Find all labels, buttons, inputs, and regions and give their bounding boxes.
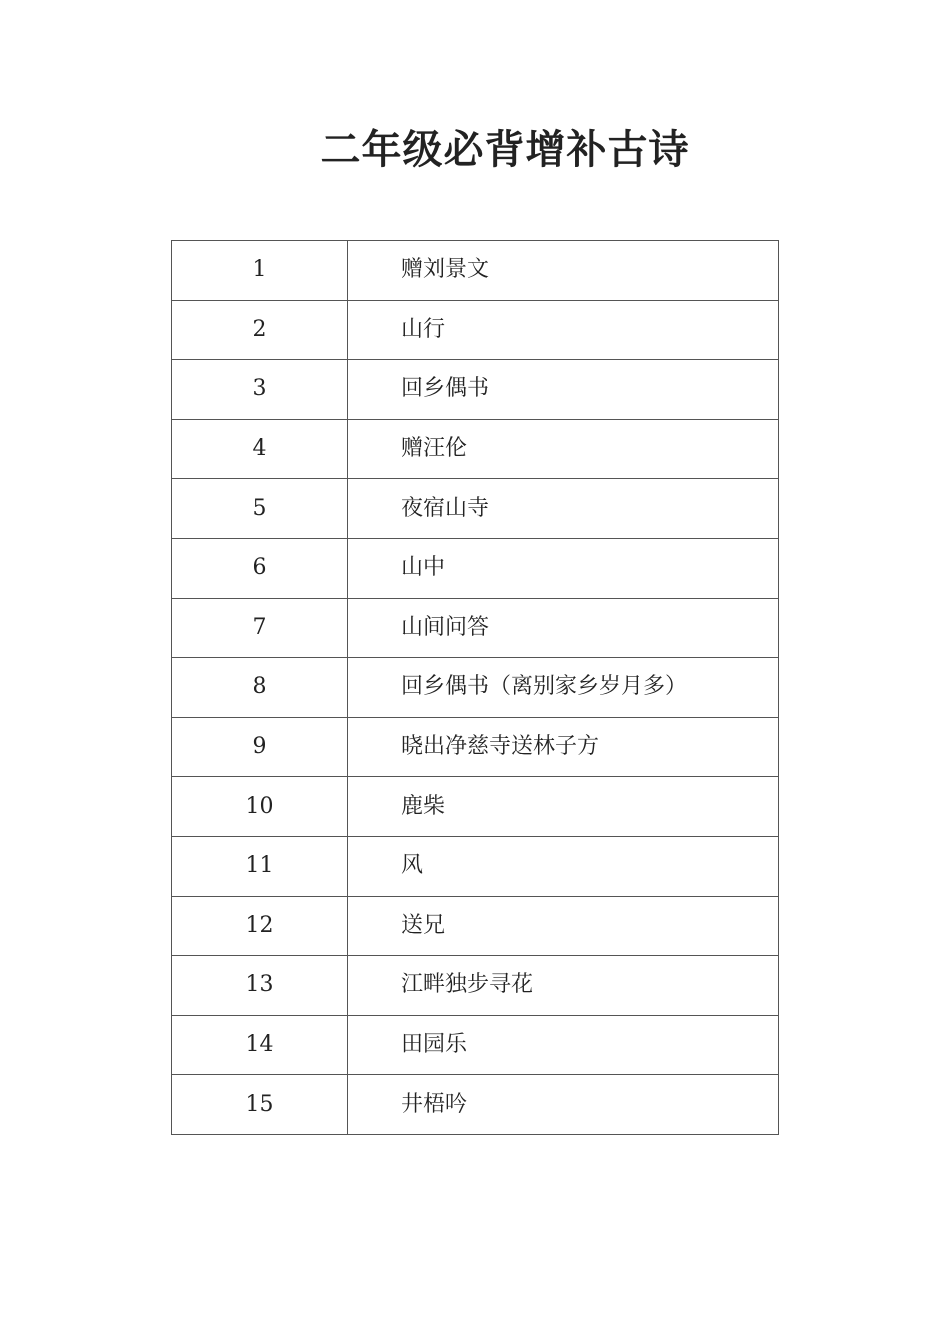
table-row [172,538,779,598]
poem-table [171,240,779,1135]
poem-title: 山间问答 [348,598,779,658]
poem-title: 赠刘景文 [348,241,779,301]
table-row [172,1015,779,1075]
poem-title: 回乡偶书（离别家乡岁月多） [348,658,779,718]
poem-title: 田园乐 [348,1015,779,1075]
table-row [172,241,779,301]
poem-title: 晓出净慈寺送林子方 [348,717,779,777]
table-row [172,300,779,360]
poem-title: 夜宿山寺 [348,479,779,539]
poem-title: 风 [348,836,779,896]
row-number: 5 [172,479,348,539]
row-number: 6 [172,538,348,598]
row-number: 15 [172,1075,348,1135]
row-number: 1 [172,241,348,301]
row-number: 4 [172,419,348,479]
poem-title: 山行 [348,300,779,360]
row-number: 8 [172,658,348,718]
table-row [172,360,779,420]
table-row [172,419,779,479]
table-row [172,777,779,837]
poem-title: 送兄 [348,896,779,956]
table-row [172,479,779,539]
row-number: 10 [172,777,348,837]
page-title: 二年级必背增补古诗 [320,126,690,173]
row-number: 13 [172,956,348,1016]
table-row [172,896,779,956]
table-row [172,1075,779,1135]
row-number: 12 [172,896,348,956]
poem-title: 赠汪伦 [348,419,779,479]
poem-title: 鹿柴 [348,777,779,837]
row-number: 2 [172,300,348,360]
table-row [172,598,779,658]
table-row [172,956,779,1016]
row-number: 9 [172,717,348,777]
row-number: 3 [172,360,348,420]
row-number: 14 [172,1015,348,1075]
row-number: 11 [172,836,348,896]
poem-title: 回乡偶书 [348,360,779,420]
table-row [172,836,779,896]
table-row [172,717,779,777]
row-number: 7 [172,598,348,658]
poem-title: 井梧吟 [348,1075,779,1135]
poem-title: 江畔独步寻花 [348,956,779,1016]
poem-title: 山中 [348,538,779,598]
table-row [172,658,779,718]
